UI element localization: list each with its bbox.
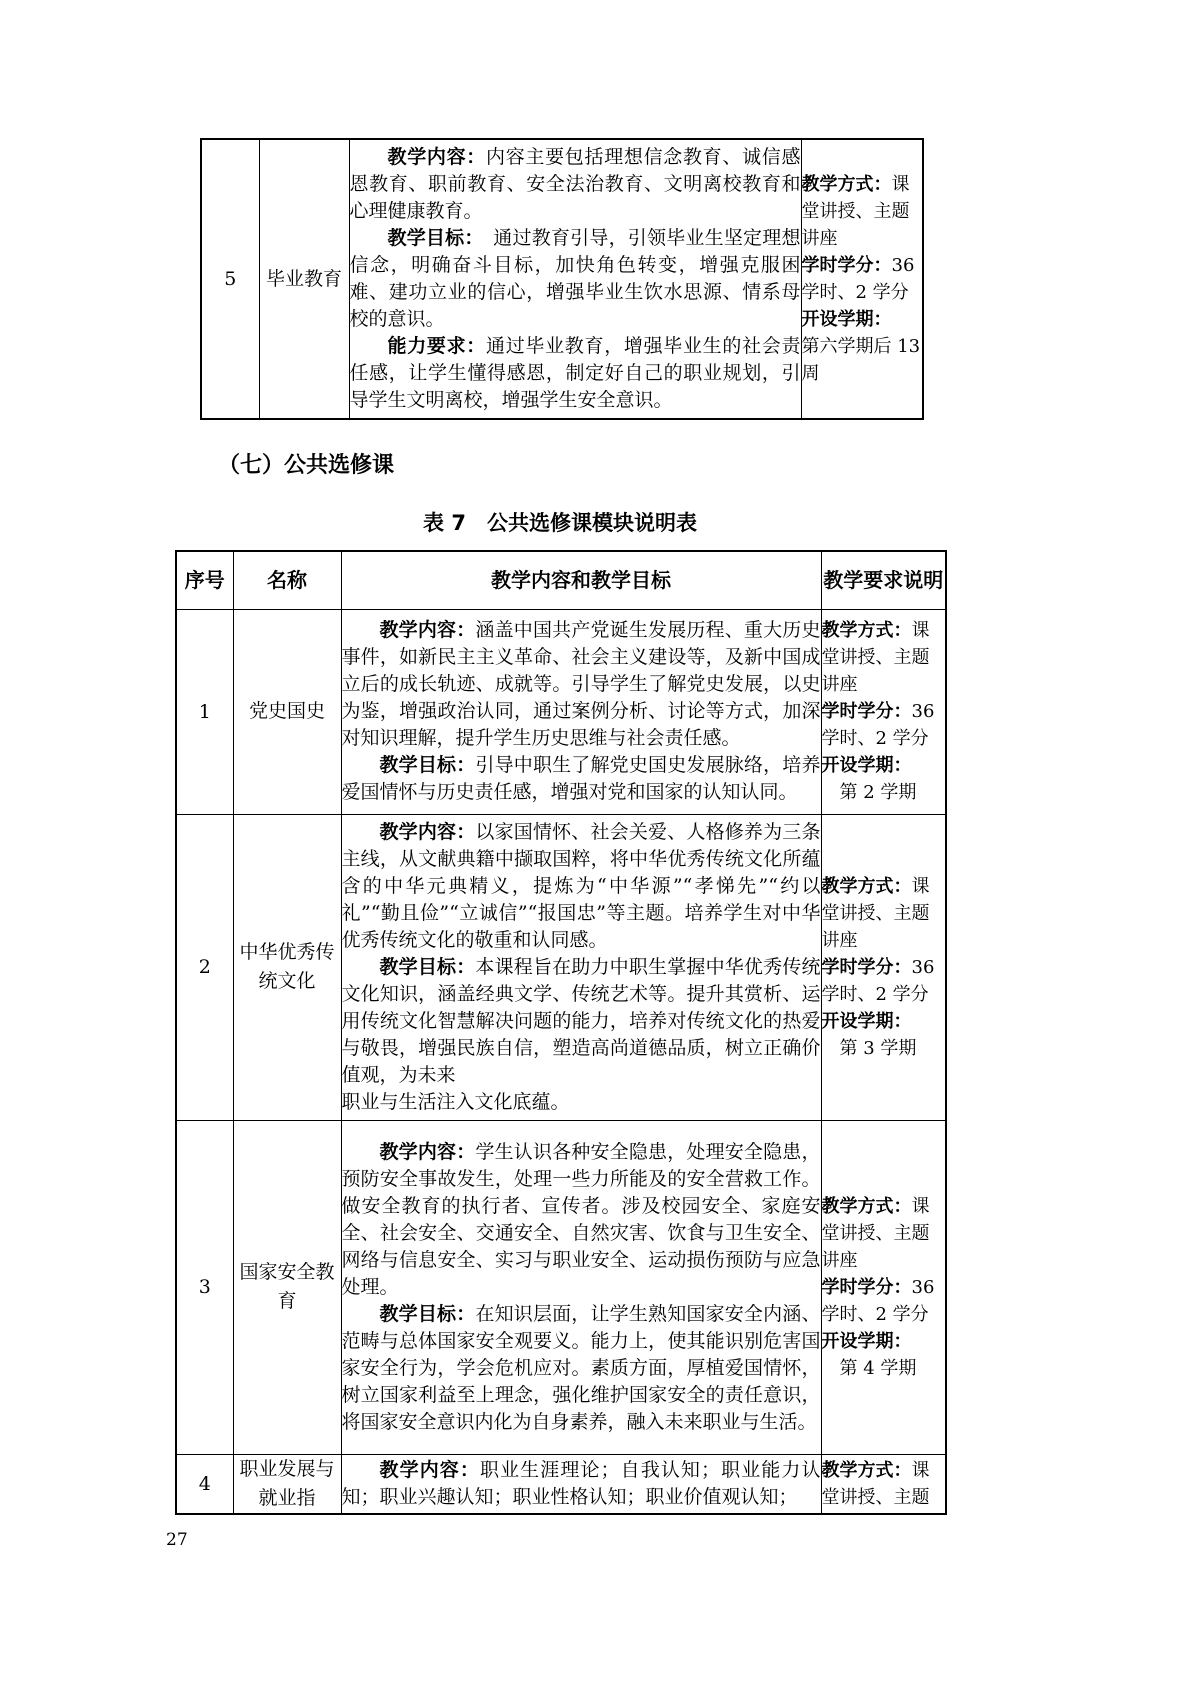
- hours-value: 36 学时、2 学分: [821, 956, 935, 1005]
- content-paragraph: [342, 819, 821, 954]
- term-label: 开设学期：: [821, 1330, 912, 1352]
- course-requirements-cell: [801, 139, 923, 419]
- content-paragraph: [350, 225, 801, 333]
- row-index-cell: 2: [176, 814, 233, 1120]
- table-caption: 表 7 公共选修课模块说明表: [423, 511, 697, 535]
- hours-label: 学时学分：: [821, 956, 912, 978]
- content-paragraph: [342, 752, 821, 806]
- content-paragraph: [350, 144, 801, 225]
- hours-credits-line: [822, 954, 946, 1008]
- course-content-cell: [349, 139, 801, 419]
- content-paragraph: [342, 1139, 821, 1301]
- course-requirements-cell: [821, 814, 946, 1120]
- paragraph-label: 教学内容：: [379, 1140, 476, 1163]
- hours-label: 学时学分：: [821, 1276, 912, 1298]
- method-value: 课堂讲授、主题讲座: [801, 174, 910, 249]
- method-value: 课堂讲授、主题讲座: [821, 1195, 930, 1271]
- content-paragraph: [350, 333, 801, 414]
- hours-value: 36 学时、2 学分: [801, 255, 915, 303]
- term-value-line: 第 4 学期: [839, 1357, 917, 1379]
- table-row: [176, 1120, 946, 1454]
- course-content-cell: [341, 1120, 821, 1454]
- hours-label: 学时学分：: [801, 255, 892, 276]
- hours-credits-line: [802, 252, 923, 306]
- course-name-cell: 职业发展与就业指: [233, 1454, 341, 1514]
- term-label-line: [822, 1328, 946, 1355]
- course-name-cell: 中华优秀传统文化: [233, 814, 341, 1120]
- content-paragraph: [342, 1457, 821, 1511]
- table-header-row: [176, 551, 946, 609]
- term-label: 开设学期：: [821, 1010, 912, 1032]
- term-label-line: [822, 752, 946, 779]
- paragraph-label: 教学目标：: [387, 227, 475, 249]
- course-content-cell: [341, 814, 821, 1120]
- term-label: 开设学期：: [801, 309, 892, 330]
- term-label-line: [822, 1008, 946, 1035]
- content-paragraph: [342, 954, 821, 1089]
- paragraph-label: 教学内容：: [379, 820, 476, 843]
- course-name-cell: 党史国史: [233, 609, 341, 814]
- paragraph-label: 能力要求：: [387, 335, 486, 357]
- term-label-line: [802, 306, 923, 333]
- paragraph-text: 职业与生活注入文化底蕴。: [341, 1090, 570, 1113]
- method-label: 教学方式：: [821, 1195, 912, 1217]
- teaching-method-line: [822, 873, 946, 954]
- course-name-cell: 毕业教育: [259, 139, 349, 419]
- teaching-method-line: [822, 617, 946, 698]
- content-paragraph: [342, 617, 821, 752]
- term-value-line: 第 3 学期: [839, 1037, 917, 1059]
- paragraph-label: 教学目标：: [379, 1302, 476, 1325]
- paragraph-label: 教学内容：: [387, 146, 486, 168]
- paragraph-text: 在知识层面，让学生熟知国家安全内涵、范畴与总体国家安全观要义。能力上，使其能识别危害国家安全行为，学会危机应对。素质方面，厚植爱国情怀，树立国家利益至上理念，强化维护国家安全的责任意识，将国家安全意识内化为自身素养，融入未来职业与生活。: [341, 1302, 821, 1433]
- course-content-cell: [341, 609, 821, 814]
- paragraph-text: 通过教育引导，引领毕业生坚定理想信念，明确奋斗目标，加快角色转变，增强克服困难、建功立业的信心，增强毕业生饮水思源、情系母校的意识。: [349, 227, 801, 330]
- header-requirement: 教学要求说明: [821, 551, 946, 609]
- paragraph-label: 教学目标：: [379, 754, 476, 776]
- paragraph-label: 教学内容：: [379, 619, 476, 641]
- header-index: 序号: [176, 551, 233, 609]
- row-index-cell: 5: [201, 139, 259, 419]
- header-content: 教学内容和教学目标: [341, 551, 821, 609]
- paragraph-text: 学生认识各种安全隐患，处理安全隐患，预防安全事故发生，处理一些力所能及的安全营救工作。做安全教育的执行者、宣传者。涉及校园安全、家庭安全、社会安全、交通安全、自然灾害、饮食与卫生安全、网络与信息安全、实习与职业安全、运动损伤预防与应急处理。: [341, 1140, 821, 1298]
- course-name-cell: 国家安全教育: [233, 1120, 341, 1454]
- method-label: 教学方式：: [821, 620, 912, 641]
- row-index-cell: 4: [176, 1454, 233, 1514]
- table-row: [176, 814, 946, 1120]
- term-value-line: 第 2 学期: [839, 782, 917, 803]
- teaching-method-line: [802, 171, 923, 252]
- course-requirements-cell: [821, 609, 946, 814]
- method-value: 课堂讲授、主题讲座: [821, 875, 930, 951]
- paragraph-text: 以家国情怀、社会关爱、人格修养为三条主线，从文献典籍中撷取国粹，将中华优秀传统文化所蕴含的中华元典精义，提炼为“中华源”“孝悌先”“约以礼”“勤且俭”“立诚信”“报国忠”等主题。培养学生对中华优秀传统文化的敬重和认同感。: [341, 820, 821, 951]
- paragraph-label: 教学内容：: [379, 1458, 480, 1481]
- paragraph-label: 教学目标：: [379, 955, 476, 978]
- course-requirements-cell: [821, 1120, 946, 1454]
- hours-value: 36 学时、2 学分: [821, 1276, 935, 1325]
- hours-value: 36 学时、2 学分: [821, 701, 935, 749]
- row-index-cell: 3: [176, 1120, 233, 1454]
- header-name: 名称: [233, 551, 341, 609]
- module-table-continued: [200, 138, 924, 420]
- method-label: 教学方式：: [821, 875, 912, 897]
- table-row: [201, 139, 923, 419]
- page-number: 27: [166, 1530, 188, 1550]
- elective-modules-table: [175, 550, 947, 1515]
- table-row: [176, 1454, 946, 1514]
- teaching-method-line: [822, 1457, 946, 1511]
- row-index-cell: 1: [176, 609, 233, 814]
- teaching-method-line: [822, 1193, 946, 1274]
- hours-label: 学时学分：: [821, 701, 912, 722]
- section-heading: （七）公共选修课: [218, 453, 395, 478]
- paragraph-text: 通过毕业教育，增强毕业生的社会责任感，让学生懂得感恩，制定好自己的职业规划，引导学生文明离校，增强学生安全意识。: [349, 335, 801, 411]
- paragraph-text: 引导中职生了解党史国史发展脉络，培养爱国情怀与历史责任感，增强对党和国家的认知认同。: [341, 754, 821, 803]
- paragraph-text: 涵盖中国共产党诞生发展历程、重大历史事件，如新民主主义革命、社会主义建设等，及新中国成立后的成长轨迹、成就等。引导学生了解党史发展，以史为鉴，增强政治认同，通过案例分析、讨论等方式，加深对知识理解，提升学生历史思维与社会责任感。: [341, 619, 821, 749]
- method-value: 课堂讲授、主题讲座: [821, 620, 930, 695]
- method-label: 教学方式：: [821, 1459, 912, 1481]
- hours-credits-line: [822, 698, 946, 752]
- term-value-line: 第六学期后 13 周: [801, 336, 921, 384]
- method-value: 课堂讲授、主题: [821, 1459, 930, 1508]
- content-paragraph: [342, 1301, 821, 1436]
- course-requirements-cell: [821, 1454, 946, 1514]
- table-row: [176, 609, 946, 814]
- paragraph-text: 职业生涯理论；自我认知；职业能力认知；职业兴趣认知；职业性格认知；职业价值观认知；: [341, 1458, 821, 1508]
- content-paragraph: [342, 1089, 821, 1116]
- paragraph-text: 内容主要包括理想信念教育、诚信感恩教育、职前教育、安全法治教育、文明离校教育和心理健康教育。: [349, 146, 801, 222]
- method-label: 教学方式：: [801, 174, 892, 195]
- paragraph-text: 本课程旨在助力中职生掌握中华优秀传统文化知识，涵盖经典文学、传统艺术等。提升其赏析、运用传统文化智慧解决问题的能力，培养对传统文化的热爱与敬畏，增强民族自信，塑造高尚道德品质，树立正确价值观，为未来: [341, 955, 821, 1086]
- course-content-cell: [341, 1454, 821, 1514]
- term-label: 开设学期：: [821, 755, 912, 776]
- hours-credits-line: [822, 1274, 946, 1328]
